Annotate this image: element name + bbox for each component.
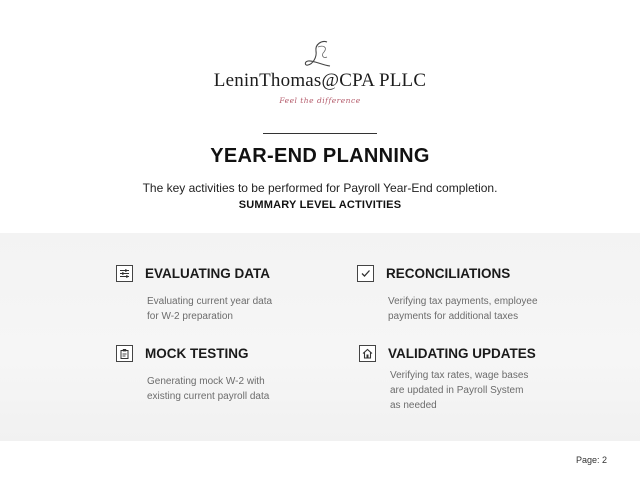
home-icon	[359, 345, 376, 362]
page-subtitle: The key activities to be performed for Payroll Year-End completion.	[142, 181, 498, 195]
activity-heading: VALIDATING UPDATES	[388, 346, 536, 361]
clipboard-icon	[116, 345, 133, 362]
company-logo	[0, 38, 640, 105]
activity-heading: EVALUATING DATA	[145, 266, 270, 281]
activity-description: Evaluating current year data for W-2 preparation	[147, 296, 273, 322]
checkbox-icon	[357, 265, 374, 282]
activity-description: Verifying tax payments, employee payments for additional taxes	[388, 296, 538, 322]
title-divider	[263, 133, 377, 134]
monogram-logo-icon	[300, 38, 340, 72]
activity-description: Verifying tax rates, wage bases are updated in Payroll System as needed	[390, 370, 529, 411]
page-title: YEAR-END PLANNING	[210, 145, 430, 167]
page-number: Page: 2	[575, 455, 607, 465]
activity-heading: RECONCILIATIONS	[386, 266, 511, 281]
activity-description: Generating mock W-2 with existing current payroll data	[147, 376, 270, 402]
tagline: Feel the difference	[279, 96, 361, 105]
activity-heading: MOCK TESTING	[145, 346, 249, 361]
brand-name: LeninThomas@CPA PLLC	[213, 70, 427, 91]
sliders-icon	[116, 265, 133, 282]
activities-panel	[0, 233, 640, 441]
summary-heading: SUMMARY LEVEL ACTIVITIES	[238, 199, 402, 211]
